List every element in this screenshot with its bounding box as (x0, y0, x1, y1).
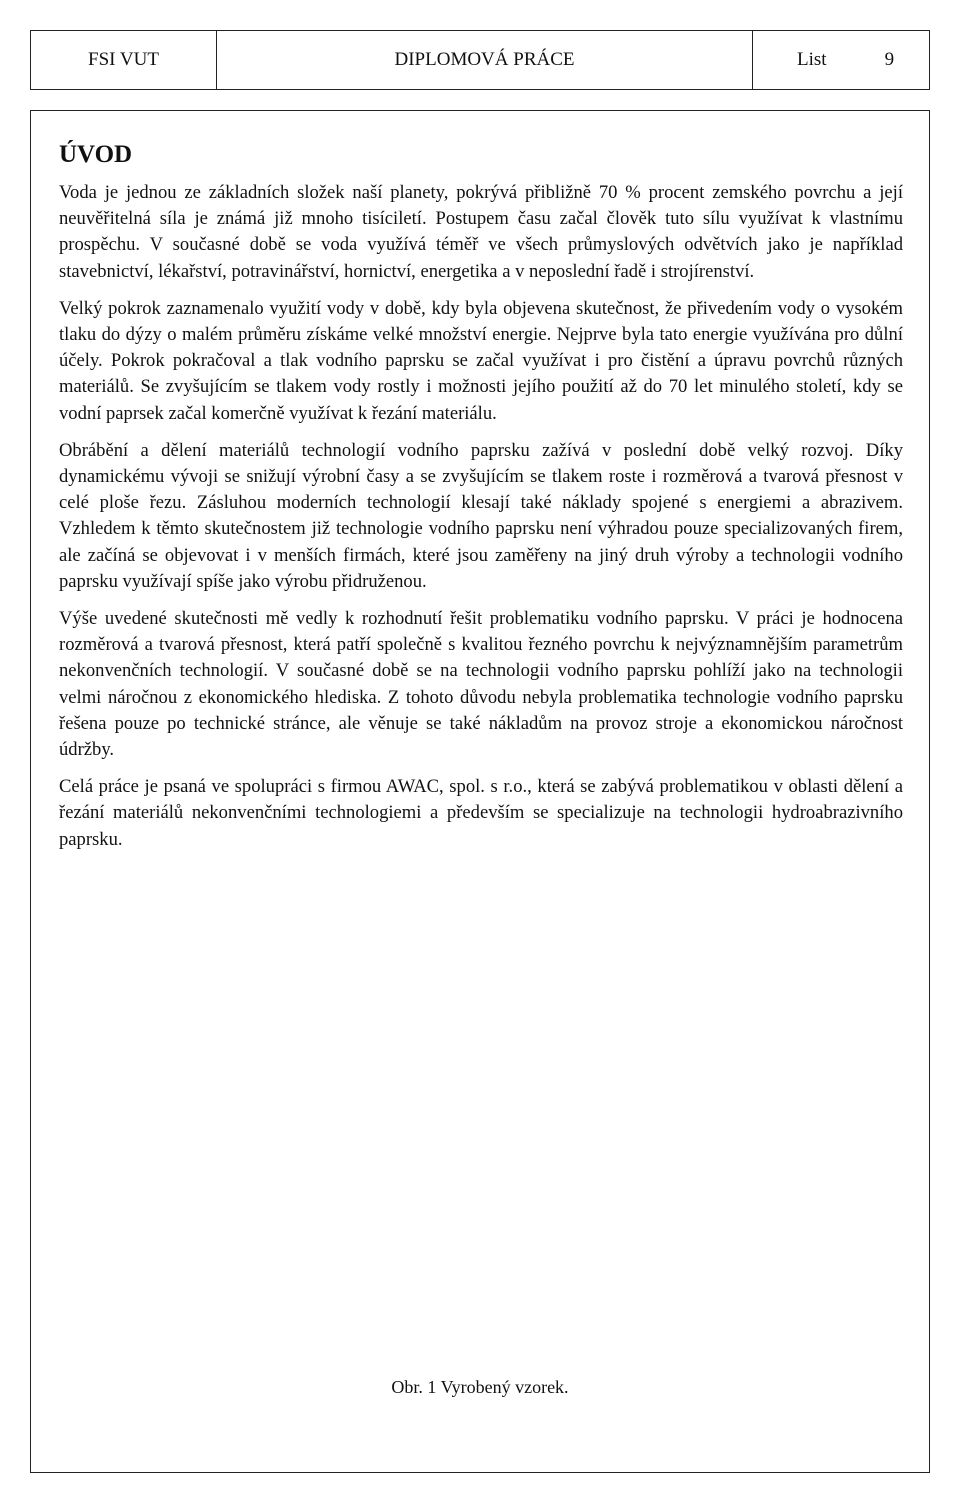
paragraph-1: Voda je jednou ze základních složek naší planety, pokrývá přibližně 70 % procent zemského povrchu a její neuvěřitelná síla je známá již mnoho tisíciletí. Postupem času začal člověk tuto sílu využívat k vlastnímu prospěchu. V současné době se voda využívá téměř ve všech průmyslových odvětvích jako je například stavebnictví, lékařství, potravinářství, hornictví, energetika a v neposlední řadě i strojírenství. (59, 182, 903, 282)
figure-caption: Obr. 1 Vyrobený vzorek. (391, 1377, 569, 1397)
paragraph-2: Velký pokrok zaznamenalo využití vody v době, kdy byla objevena skutečnost, že přivedením vody o vysokém tlaku do dýzy o malém průměru získáme velké množství energie. Nejprve byla tato energie využívána pro důlní účely. Pokrok pokračoval a tlak vodního paprsku se začal využívat i pro čistění a úpravu povrchů různých materiálů. Se zvyšujícím se tlakem vody rostly i možnosti jejího použití až do 70 let minulého století, kdy se vodní paprsek začal komerčně využívat k řezání materiálu. (59, 297, 903, 424)
main-content (59, 138, 903, 864)
paragraph-5: Celá práce je psaná ve spolupráci s firmou AWAC, spol. s r.o., která se zabývá problematikou v oblasti dělení a řezání materiálů nekonvenčními technologiemi a především se specializuje na technologii hydroabrazivního paprsku. (59, 776, 903, 850)
header-list-label: List (797, 49, 827, 70)
header-page-number: 9 (884, 49, 895, 70)
section-heading: ÚVOD (59, 141, 133, 168)
paragraph-4: Výše uvedené skutečnosti mě vedly k rozhodnutí řešit problematiku vodního paprsku. V práci je hodnocena rozměrová a tvarová přesnost, která patří společně s kvalitou řezného povrchu k nejvýznamnějším parametrům nekonvenčních technologií. V současné době se na technologii vodního paprsku pohlíží jako na technologii velmi náročnou z ekonomického hlediska. Z tohoto důvodu nebyla problematika technologie vodního paprsku řešena pouze po technické stránce, ale věnuje se také nákladům na provoz stroje a ekonomickou náročnost údržby. (59, 608, 903, 761)
header-institution: FSI VUT (31, 31, 217, 89)
paragraph-3: Obrábění a dělení materiálů technologií vodního paprsku zažívá v poslední době velký rozvoj. Díky dynamickému vývoji se snižují výrobní časy a se zvyšujícím se tlakem roste i rozměrová a tvarová přesnost v celé ploše řezu. Zásluhou moderních technologií klesají také náklady spojené s energiemi a abrazivem. Vzhledem k těmto skutečnostem již technologie vodního paprsku není výhradou pouze specializovaných firem, ale začíná se objevovat i v menších firmách, které jsou zaměřeny na jiný druh výroby a technologii vodního paprsku využívají spíše jako výrobu přidruženou. (59, 439, 903, 592)
header-page-info (753, 31, 929, 89)
page-header (30, 30, 930, 90)
header-document-type: DIPLOMOVÁ PRÁCE (217, 31, 753, 89)
